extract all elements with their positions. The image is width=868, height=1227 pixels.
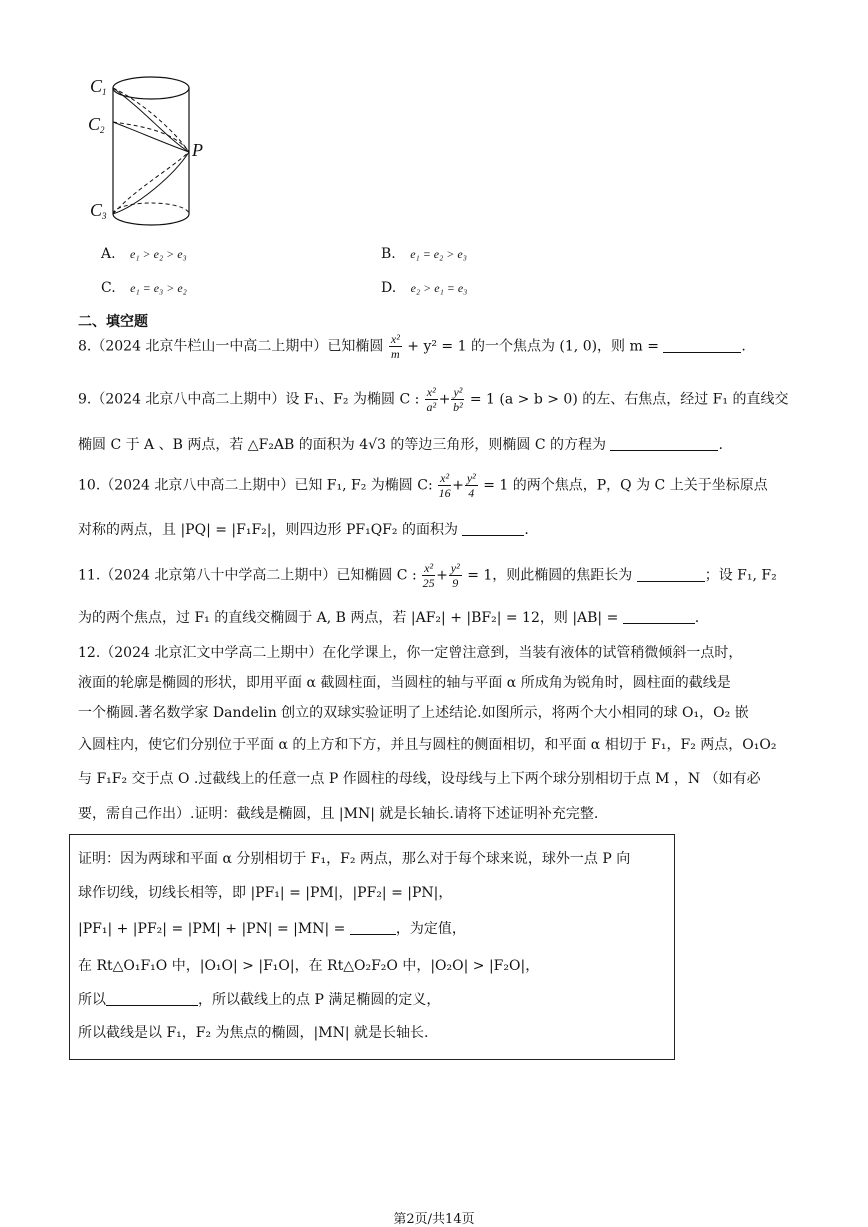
question-10-line1: 10.（2024 北京八中高二上期中）已知 F₁, F₂ 为椭圆 C: $\frac{\text{x²}}{16}$ + $\frac{\text{y²}}{4}$ = 1 的两个焦点，P，Q 为 C 上关于坐标原点 [78, 471, 768, 500]
q8-prefix: 8.（2024 北京牛栏山一中高二上期中）已知椭圆 [78, 338, 384, 355]
option-b-label: B. [381, 246, 396, 262]
q9-line2-text: 椭圆 C 于 A 、B 两点，若 △F₂AB 的面积为 4√3 的等边三角形，则椭圆 C 的方程为 [78, 437, 606, 453]
q11-answer-blank-1[interactable] [637, 567, 705, 582]
label-c3: $C_3$ [90, 200, 107, 221]
option-a-label: A. [101, 246, 116, 262]
label-p: P [192, 140, 203, 160]
proof-line2: 球作切线，切线长相等，即 |PF₁| = |PM|，|PF₂| = |PN|， [78, 885, 453, 901]
question-12-line5: 与 F₁F₂ 交于点 O .过截线上的任意一点 P 作圆柱的母线，设母线与上下两个球分别相切于点 M ，N （如有必 [78, 771, 761, 787]
option-a [101, 246, 187, 262]
proof-line5-prefix: 所以 [78, 992, 106, 1008]
question-10-line2 [78, 519, 529, 541]
q8-answer-blank[interactable] [663, 338, 741, 353]
q10-fraction-1: $\frac{\text{x²}}{16}$ [438, 471, 451, 500]
q11-line2-text: 为的两个焦点，过 F₁ 的直线交椭圆于 A, B 两点，若 |AF₂| + |BF₂| = 12，则 |AB| = [78, 610, 619, 626]
q8-suffix: . [741, 338, 746, 355]
question-12-line1: 12.（2024 北京汇文中学高二上期中）在化学课上，你一定曾注意到，当装有液体的试管稍微倾斜一点时， [78, 645, 743, 661]
question-12-line4: 入圆柱内，使它们分别位于平面 α 的上方和下方，并且与圆柱的侧面相切，和平面 α 相切于 F₁，F₂ 两点，O₁O₂ [78, 737, 777, 753]
option-b [381, 246, 467, 262]
q11-suffix: . [694, 610, 700, 626]
q9-prefix: 9.（2024 北京八中高二上期中）设 F₁、F₂ 为椭圆 C : [78, 391, 420, 408]
q10-answer-blank[interactable] [462, 521, 524, 536]
q11-fraction-2: $\frac{\text{y²}}{9}$ [450, 561, 460, 590]
proof-answer-blank-1[interactable] [350, 920, 396, 935]
proof-line5-suffix: ，所以截线上的点 P 满足椭圆的定义， [198, 992, 441, 1008]
option-c [101, 280, 187, 296]
cylinder-figure [84, 70, 214, 230]
q11-answer-blank-2[interactable] [623, 609, 695, 624]
question-11-line1: 11.（2024 北京第八十中学高二上期中）已知椭圆 C : $\frac{\text{x²}}{25}$ + $\frac{\text{y²}}{9}$ = 1，则此椭圆的焦距长为 ；设 F₁, F₂ [78, 561, 777, 590]
option-d-text: e₂ > e₁ = e₃ [410, 281, 468, 295]
q11-mid: = 1，则此椭圆的焦距长为 [467, 567, 633, 584]
proof-line4: 在 Rt△O₁F₁O 中，|O₁O| > |F₁O|，在 Rt△O₂F₂O 中，|O₂O| > |F₂O|， [78, 958, 540, 974]
option-c-label: C. [101, 280, 116, 296]
proof-line3-suffix: ，为定值， [395, 921, 466, 937]
proof-line3 [78, 918, 466, 938]
question-12-line6: 要，需自己作出）.证明：截线是椭圆，且 |MN| 就是长轴长.请将下述证明补充完整. [78, 806, 599, 822]
q9-suffix: . [718, 437, 723, 453]
label-c2: $C_2$ [88, 114, 105, 135]
page-footer: 第2页/共14页 [393, 1212, 475, 1227]
question-12-line2: 液面的轮廓是椭圆的形状，即用平面 α 截圆柱面，当圆柱的轴与平面 α 所成角为锐角时，圆柱面的截线是 [78, 675, 731, 691]
q10-line2-text: 对称的两点，且 |PQ| = |F₁F₂|，则四边形 PF₁QF₂ 的面积为 [78, 522, 458, 538]
q11-fraction-1: $\frac{\text{x²}}{25}$ [422, 561, 435, 590]
q10-mid: = 1 的两个焦点，P，Q 为 C 上关于坐标原点 [483, 477, 768, 494]
q11-prefix: 11.（2024 北京第八十中学高二上期中）已知椭圆 C : [78, 567, 417, 584]
option-d-label: D. [381, 280, 397, 296]
question-8 [78, 333, 746, 360]
q9-fraction-2: $\frac{\text{y²}}{\text{b²}}$ [453, 385, 463, 414]
proof-answer-blank-2[interactable] [106, 991, 198, 1006]
question-11-line2 [78, 607, 699, 629]
q8-mid: + y² = 1 的一个焦点为 (1, 0)，则 m = [407, 338, 659, 355]
q8-fraction: $\frac{\text{x²}}{m}$ [390, 332, 400, 361]
section-title: 二、填空题 [78, 314, 148, 330]
question-9-line1: 9.（2024 北京八中高二上期中）设 F₁、F₂ 为椭圆 C : $\frac{\text{x²}}{\text{a²}}$ + $\frac{\text{y²}}{\text{b²}}$ = 1 (a > b > 0) 的左、右焦点，经过 F₁ 的直线交 [78, 385, 789, 414]
question-9-line2 [78, 434, 723, 456]
proof-line5 [78, 989, 440, 1009]
option-d [381, 280, 467, 296]
option-a-text: e₁ > e₂ > e₃ [130, 247, 187, 261]
q9-fraction-1: $\frac{\text{x²}}{\text{a²}}$ [426, 385, 437, 414]
proof-line1: 证明：因为两球和平面 α 分别相切于 F₁，F₂ 两点，那么对于每个球来说，球外一点 P 向 [78, 851, 631, 867]
q11-after: ；设 F₁, F₂ [704, 567, 777, 584]
option-b-text: e₁ = e₂ > e₃ [410, 247, 467, 261]
q10-suffix: . [524, 522, 529, 538]
q10-prefix: 10.（2024 北京八中高二上期中）已知 F₁, F₂ 为椭圆 C: [78, 477, 433, 494]
proof-line6: 所以截线是以 F₁，F₂ 为焦点的椭圆，|MN| 就是长轴长. [78, 1025, 429, 1041]
proof-line3-prefix: |PF₁| + |PF₂| = |PM| + |PN| = |MN| = [78, 921, 346, 937]
q10-fraction-2: $\frac{\text{y²}}{4}$ [466, 471, 476, 500]
option-c-text: e₁ = e₃ > e₂ [130, 281, 187, 295]
q9-answer-blank[interactable] [610, 436, 718, 451]
q9-mid: = 1 (a > b > 0) 的左、右焦点，经过 F₁ 的直线交 [469, 391, 789, 408]
question-12-line3: 一个椭圆.著名数学家 Dandelin 创立的双球实验证明了上述结论.如图所示，将两个大小相同的球 O₁，O₂ 嵌 [78, 705, 749, 721]
label-c1: $C_1$ [90, 76, 107, 97]
